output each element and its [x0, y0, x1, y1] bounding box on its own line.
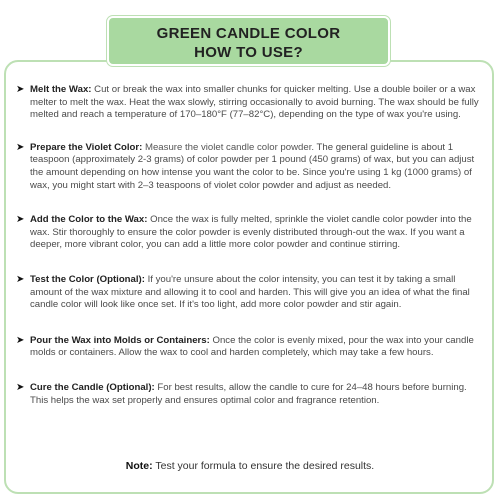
- title-line-2: HOW TO USE?: [194, 44, 303, 61]
- step-heading: Prepare the Violet Color:: [30, 141, 143, 153]
- note-label: Note:: [125, 460, 153, 472]
- step-heading: Add the Color to the Wax:: [30, 214, 148, 226]
- title-line-1: GREEN CANDLE COLOR: [156, 25, 341, 42]
- step-heading: Cure the Candle (Optional):: [30, 381, 155, 393]
- arrow-icon: ➤: [16, 214, 25, 226]
- step-heading: Melt the Wax:: [30, 84, 92, 95]
- step-body: If you're unsure about the color intensity, you can test it by taking a small amount of the wax mixture and allowing it to cool and harden. This will give you an idea of what the final candle color will look like once set. If it's too light, add more color powder and stir again.: [30, 273, 470, 311]
- title-banner: [107, 16, 390, 66]
- arrow-icon: ➤: [16, 141, 25, 153]
- steps-list: [16, 84, 482, 426]
- step-test-color: [16, 274, 482, 312]
- step-pour-wax: [16, 335, 482, 360]
- footer-note: [0, 460, 500, 472]
- arrow-icon: ➤: [16, 334, 25, 346]
- step-add-color: [16, 214, 482, 252]
- arrow-icon: ➤: [16, 273, 25, 285]
- step-lead: Measure the violet candle color powder.: [144, 141, 315, 153]
- step-body: For best results, allow the candle to cure for 24–48 hours before burning. This helps the wax set properly and ensures optimal color and fragrance retention.: [30, 381, 467, 406]
- step-cure-candle: [16, 382, 482, 407]
- step-body: Cut or break the wax into smaller chunks for quicker melting. Use a double boiler or a wax melter to melt the wax. Heat the wax slowly, stirring occasionally to avoid burning. The wax should be fully melted and reach a temperature of 170–180°F (77–82°C), depending on the type of wax you're using.: [30, 84, 479, 121]
- arrow-icon: ➤: [16, 84, 25, 95]
- step-heading: Pour the Wax into Molds or Containers:: [30, 334, 210, 346]
- step-body: Once the color is evenly mixed, pour the wax into your candle molds or containers. Allow the wax to cool and harden completely, which may take a few hours.: [30, 334, 474, 359]
- note-text: Test your formula to ensure the desired results.: [155, 460, 375, 472]
- step-heading: Test the Color (Optional):: [30, 273, 145, 285]
- step-body: The general guideline is about 1 teaspoon (approximately 2-3 grams) of color powder per 1 pound (450 grams) of wax, but you can adjust the amount depending on how intense you want the color to be. Since you're using 1 kg (1000 grams) of wax, you might start with 2–3 teaspoons of violet color powder and adjust as needed.: [30, 141, 475, 191]
- step-prepare-color: [16, 142, 482, 192]
- step-body: Once the wax is fully melted, sprinkle the violet candle color powder into the wax. Stir thoroughly to ensure the color powder is evenly distributed through-out the wax. If you want a deeper, more vibrant color, you can add a little more color powder and continue stirring.: [30, 214, 472, 251]
- arrow-icon: ➤: [16, 381, 25, 393]
- step-melt-wax: [16, 84, 482, 122]
